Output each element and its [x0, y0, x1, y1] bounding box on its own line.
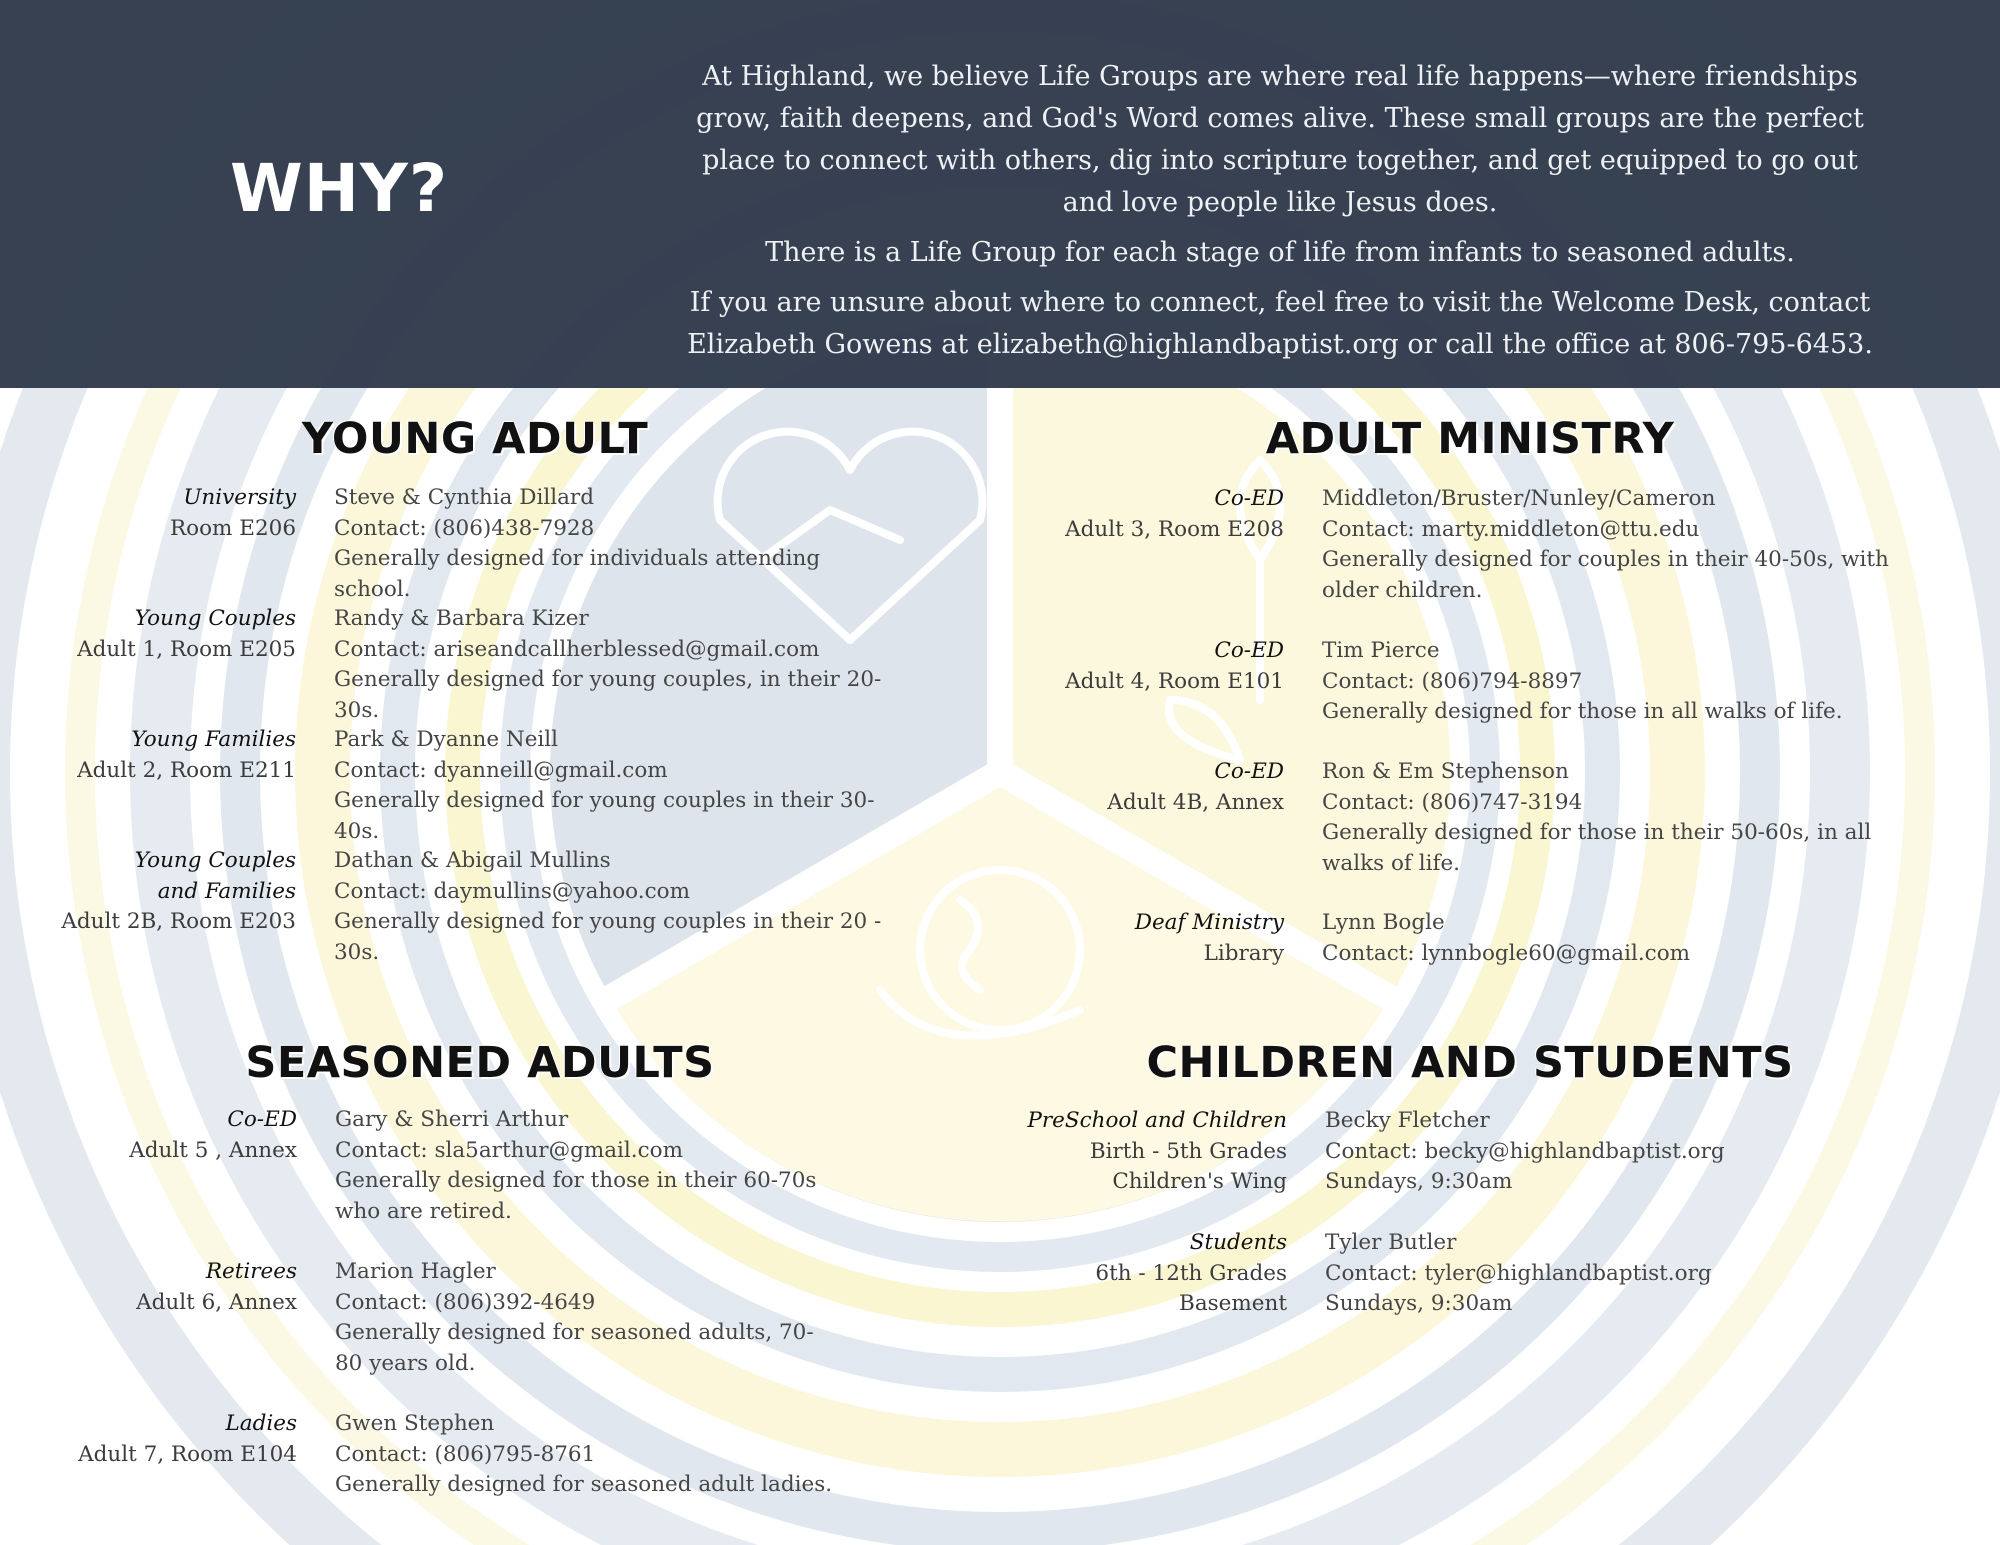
- group-location: Adult 2B, Room E203: [61, 909, 296, 934]
- group-leader: Gwen Stephen: [335, 1411, 495, 1436]
- group-label: University: [183, 485, 296, 510]
- section-title-young-adult: YOUNG ADULT: [301, 414, 649, 464]
- why-heading: WHY?: [230, 150, 449, 227]
- group-location: Library: [1203, 940, 1284, 966]
- group-label: PreSchool and Children: [1027, 1108, 1287, 1133]
- group-label: Young Families: [131, 727, 296, 752]
- group-description: Generally designed for those in all walks of life.: [1322, 699, 1843, 724]
- group-location: Adult 4B, Annex: [1107, 789, 1284, 815]
- group-leader: Randy & Barbara Kizer: [334, 606, 589, 631]
- group-leader: Marion Hagler: [335, 1259, 496, 1284]
- group-description: Generally designed for those in their 60-70s who are retired.: [335, 1168, 817, 1224]
- group-location: Adult 1, Room E205: [77, 636, 296, 662]
- group-label: Deaf Ministry: [1134, 910, 1284, 935]
- group-schedule: Sundays, 9:30am: [1325, 1169, 1513, 1194]
- group-label: Ladies: [225, 1411, 297, 1436]
- group-leader: Gary & Sherri Arthur: [335, 1107, 569, 1132]
- group-label: Students: [1189, 1230, 1287, 1255]
- group-leader: Ron & Em Stephenson: [1322, 759, 1569, 784]
- group-contact: Contact: (806)392-4649: [335, 1289, 596, 1315]
- group-contact: Contact: lynnbogle60@gmail.com: [1322, 940, 1691, 966]
- group-location: Adult 7, Room E104: [78, 1441, 297, 1467]
- group-description: Generally designed for seasoned adults, 70-80 years old.: [335, 1320, 814, 1376]
- group-leader: Tyler Butler: [1325, 1230, 1457, 1255]
- group-location: Adult 4, Room E101: [1065, 668, 1284, 694]
- group-description: Generally designed for those in their 50-60s, in all walks of life.: [1322, 820, 1872, 876]
- group-contact: Contact: ariseandcallherblessed@gmail.com: [334, 636, 820, 662]
- group-contact: Contact: (806)794-8897: [1322, 668, 1583, 694]
- group-contact: Contact: becky@highlandbaptist.org: [1325, 1138, 1725, 1164]
- section-title-adult-ministry: ADULT MINISTRY: [1265, 414, 1675, 464]
- group-description: Generally designed for young couples in their 20 - 30s.: [334, 909, 882, 965]
- group-description: Generally designed for young couples in their 30-40s.: [334, 788, 875, 844]
- group-leader: Becky Fletcher: [1325, 1108, 1490, 1133]
- group-label: Co-ED: [1214, 638, 1284, 663]
- group-label: Young Couples: [134, 848, 296, 873]
- group-contact: Contact: dyanneill@gmail.com: [334, 757, 668, 783]
- group-label: Co-ED: [227, 1107, 297, 1132]
- group-location: Adult 5 , Annex: [129, 1137, 297, 1163]
- intro-paragraph: If you are unsure about where to connect, feel free to visit the Welcome Desk, contact Elizabeth Gowens at elizabeth@highlandbaptist.org or call the office at 806-795-6453.: [687, 287, 1873, 360]
- group-location: Adult 2, Room E211: [77, 757, 296, 783]
- group-leader: Park & Dyanne Neill: [334, 727, 559, 752]
- group-leader: Tim Pierce: [1322, 638, 1440, 663]
- group-label: Retirees: [205, 1259, 297, 1284]
- intro-paragraph: There is a Life Group for each stage of life from infants to seasoned adults.: [765, 237, 1795, 268]
- group-location: Room E206: [169, 515, 296, 541]
- group-description: Generally designed for couples in their 40-50s, with older children.: [1322, 547, 1889, 603]
- section-title-seasoned-adults: SEASONED ADULTS: [245, 1038, 715, 1088]
- group-leader: Lynn Bogle: [1322, 910, 1445, 935]
- intro-text: [680, 56, 1880, 374]
- group-contact: Contact: (806)747-3194: [1322, 789, 1583, 815]
- group-leader: Dathan & Abigail Mullins: [334, 848, 611, 873]
- group-label: Young Couples: [134, 606, 296, 631]
- group-contact: Contact: marty.middleton@ttu.edu: [1322, 516, 1700, 542]
- group-contact: Contact: sla5arthur@gmail.com: [335, 1137, 683, 1163]
- group-description: Generally designed for seasoned adult ladies.: [335, 1472, 833, 1497]
- group-location-line2: Children's Wing: [1112, 1169, 1287, 1194]
- group-leader: Steve & Cynthia Dillard: [334, 485, 594, 510]
- group-label: Co-ED: [1214, 759, 1284, 784]
- group-location: 6th - 12th Grades: [1095, 1260, 1287, 1286]
- group-leader: Middleton/Bruster/Nunley/Cameron: [1322, 486, 1716, 511]
- group-location-line2: Basement: [1179, 1291, 1287, 1316]
- group-description: Generally designed for young couples, in their 20-30s.: [334, 667, 882, 723]
- group-contact: Contact: daymullins@yahoo.com: [334, 878, 690, 904]
- group-description: Generally designed for individuals attending school.: [334, 546, 821, 602]
- group-label: Co-ED: [1214, 486, 1284, 511]
- group-contact: Contact: tyler@highlandbaptist.org: [1325, 1260, 1712, 1286]
- group-location: Birth - 5th Grades: [1089, 1138, 1287, 1164]
- section-title-children-and-students: CHILDREN AND STUDENTS: [1146, 1038, 1794, 1088]
- intro-paragraph: At Highland, we believe Life Groups are where real life happens—where friendships grow, faith deepens, and God's Word comes alive. These small groups are the perfect place to connect with others, dig into scripture together, and get equipped to go out and love people like Jesus does.: [696, 61, 1864, 218]
- group-location: Adult 6, Annex: [136, 1289, 297, 1315]
- group-location: Adult 3, Room E208: [1065, 516, 1284, 542]
- group-contact: Contact: (806)795-8761: [335, 1441, 596, 1467]
- group-label-line2: and Families: [157, 878, 296, 904]
- group-contact: Contact: (806)438-7928: [334, 515, 595, 541]
- group-schedule: Sundays, 9:30am: [1325, 1291, 1513, 1316]
